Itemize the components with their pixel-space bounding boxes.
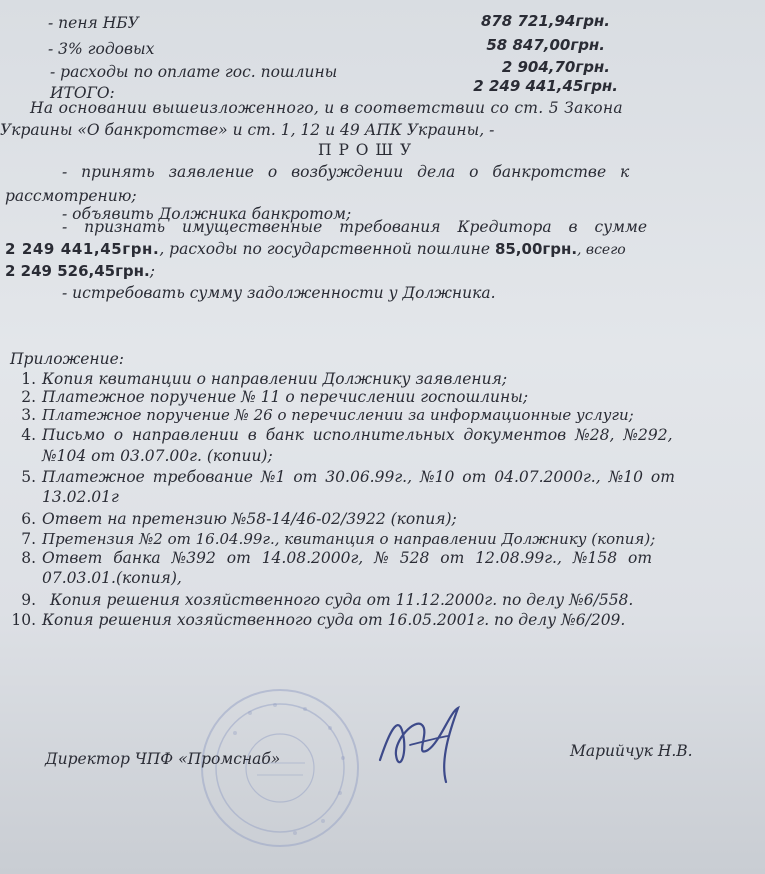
request-4: - истребовать сумму задолженности у Должника. — [62, 284, 496, 302]
attachment-number: 4. — [21, 426, 36, 444]
attachment-item — [10, 370, 507, 388]
attachment-item — [10, 468, 675, 486]
attachment-number: 3. — [21, 406, 36, 424]
attachment-item — [10, 426, 673, 444]
attachment-continuation: 07.03.01.(копия), — [42, 569, 182, 587]
attachment-text: Копия квитанции о направлении Должнику заявления; — [42, 370, 508, 388]
attachment-continuation: №104 от 03.07.00г. (копии); — [42, 447, 273, 465]
attachment-item — [10, 591, 633, 609]
attachment-number: 1. — [21, 370, 36, 388]
claim-label-fee: - расходы по оплате гос. пошлины — [50, 63, 338, 81]
request-2: - объявить Должника банкротом; — [62, 205, 352, 223]
request-3a: - признать имущественные требования Кредитора в сумме — [62, 218, 647, 236]
request-heading: П Р О Ш У — [318, 141, 413, 159]
attachment-text: Письмо о направлении в банк исполнительных документов №28, №292, — [42, 426, 673, 444]
attachment-item — [10, 611, 625, 629]
attachment-number: 9. — [21, 591, 36, 609]
request-1b: рассмотрению; — [5, 187, 137, 205]
attachment-text: Ответ на претензию №58-14/46-02/3922 (копия); — [42, 510, 457, 528]
request-3-mid: , расходы по государственной пошлине — [159, 240, 490, 258]
attachment-number: 2. — [21, 388, 36, 406]
request-3c — [5, 262, 155, 280]
attachment-number: 10. — [11, 611, 36, 629]
attachment-number: 6. — [21, 510, 36, 528]
claim-label-interest: - 3% годовых — [48, 40, 155, 58]
request-3-fee: 85,00грн. — [494, 240, 578, 258]
claim-amount-interest: 58 847,00грн. — [486, 36, 605, 54]
request-1a: - принять заявление о возбуждении дела о банкротстве к — [62, 163, 630, 181]
round-stamp-icon — [195, 683, 365, 853]
basis-line-2: Украины «О банкротстве» и ст. 1, 12 и 49 АПК Украины, - — [0, 121, 495, 139]
attachment-text: Платежное поручение № 26 о перечислении за информационные услуги; — [42, 406, 634, 424]
attachment-item — [10, 530, 655, 548]
attachment-item — [10, 406, 634, 424]
attachments-title: Приложение: — [10, 350, 125, 368]
signatory-name: Марийчук Н.В. — [570, 742, 693, 760]
request-3b — [5, 240, 626, 259]
attachment-text: Копия решения хозяйственного суда от 16.05.2001г. по делу №6/209. — [42, 611, 626, 629]
request-3-end: ; — [149, 262, 155, 280]
attachment-continuation: 13.02.01г — [42, 488, 119, 506]
attachment-text: Копия решения хозяйственного суда от 11.12.2000г. по делу №6/558. — [50, 591, 634, 609]
request-3-tail: , всего — [577, 242, 626, 258]
attachment-item — [10, 388, 528, 406]
request-3-amount: 2 249 441,45грн. — [5, 240, 160, 258]
attachment-item — [10, 510, 457, 528]
claim-amount-fee: 2 904,70грн. — [501, 58, 610, 76]
basis-line-1 — [30, 99, 720, 117]
attachment-number: 8. — [21, 549, 36, 567]
claim-amount-penalty: 878 721,94грн. — [480, 12, 610, 30]
attachment-text: Платежное требование №1 от 30.06.99г., №10 от 04.07.2000г., №10 от — [42, 468, 675, 486]
claim-amount-total: 2 249 441,45грн. — [473, 77, 618, 95]
attachment-text: Платежное поручение № 11 о перечислении госпошлины; — [42, 388, 529, 406]
claim-label-total: ИТОГО: — [50, 84, 115, 102]
attachment-text: Претензия №2 от 16.04.99г., квитанция о направлении Должнику (копия); — [42, 530, 656, 548]
claim-label-penalty: - пеня НБУ — [48, 14, 139, 32]
basis-text-1: На основании вышеизложенного, и в соответствии со ст. 5 Закона — [30, 99, 623, 117]
signature-icon — [370, 700, 480, 790]
attachment-number: 5. — [21, 468, 36, 486]
signatory-role: Директор ЧПФ «Промснаб» — [45, 750, 281, 768]
attachment-text: Ответ банка №392 от 14.08.2000г, № 528 от 12.08.99г., №158 от — [42, 549, 653, 567]
attachment-item — [10, 549, 652, 567]
attachment-number: 7. — [21, 530, 36, 548]
request-3-total: 2 249 526,45грн. — [5, 262, 150, 280]
